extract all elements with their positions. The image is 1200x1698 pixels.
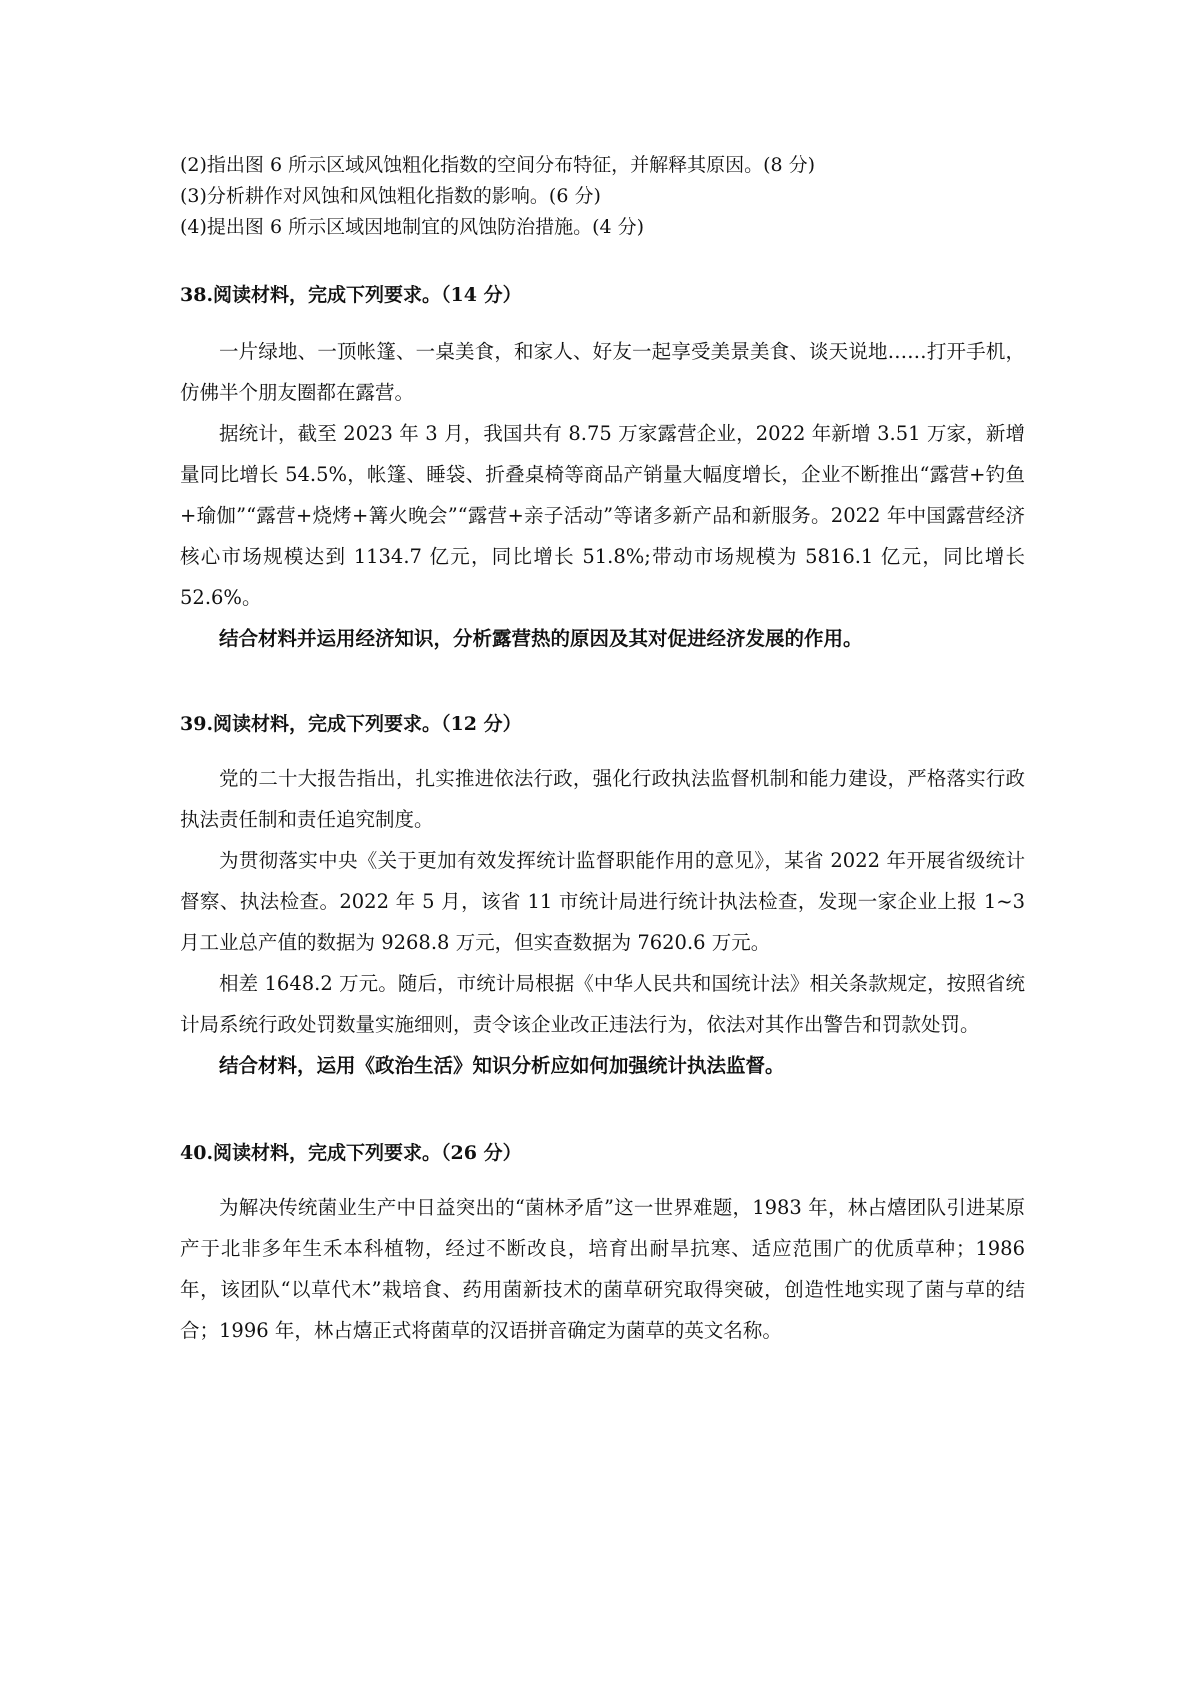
sub-question-2: (2)指出图 6 所示区域风蚀粗化指数的空间分布特征，并解释其原因。(8 分) [180,154,816,176]
q38-paragraph: 一片绿地、一顶帐篷、一桌美食，和家人、好友一起享受美景美食、谈天说地……打开手机，仿佛半个朋友圈都在露营。 [180,340,1025,404]
question-39-title: 39.阅读材料，完成下列要求。（12 分） [180,713,522,735]
q40-paragraph: 为解决传统菌业生产中日益突出的“菌林矛盾”这一世界难题，1983 年，林占熺团队引进某原产于北非多年生禾本科植物，经过不断改良，培育出耐旱抗寒、适应范围广的优质草种；1986 年，该团队“以草代木”栽培食、药用菌新技术的菌草研究取得突破，创造性地实现了菌与草的结合；1996 年，林占熺正式将菌草的汉语拼音确定为菌草的英文名称。 [180,1196,1025,1342]
sub-question-3: (3)分析耕作对风蚀和风蚀粗化指数的影响。(6 分) [180,185,601,207]
question-40-material [180,1187,1025,1351]
question-40-title: 40.阅读材料，完成下列要求。（26 分） [180,1142,522,1164]
q39-paragraph: 相差 1648.2 万元。随后，市统计局根据《中华人民共和国统计法》相关条款规定，按照省统计局系统行政处罚数量实施细则，责令该企业改正违法行为，依法对其作出警告和罚款处罚。 [180,972,1025,1036]
q39-paragraph: 党的二十大报告指出，扎实推进依法行政，强化行政执法监督机制和能力建设，严格落实行政执法责任制和责任追究制度。 [180,767,1025,831]
question-38-title: 38.阅读材料，完成下列要求。（14 分） [180,284,522,306]
sub-question-list [180,150,1025,243]
question-39-material [180,758,1025,1086]
question-38-material [180,331,1025,659]
exam-page [180,150,1025,1351]
q38-requirement: 结合材料并运用经济知识，分析露营热的原因及其对促进经济发展的作用。 [219,627,863,650]
q38-paragraph: 据统计，截至 2023 年 3 月，我国共有 8.75 万家露营企业，2022 年新增 3.51 万家，新增量同比增长 54.5%，帐篷、睡袋、折叠桌椅等商品产销量大幅度增长，企业不断推出“露营+钓鱼+瑜伽”“露营+烧烤+篝火晚会”“露营+亲子活动”等诸多新产品和新服务。2022 年中国露营经济核心市场规模达到 1134.7 亿元，同比增长 51.8%;带动市场规模为 5816.1 亿元，同比增长 52.6%。 [180,422,1025,609]
q39-paragraph: 为贯彻落实中央《关于更加有效发挥统计监督职能作用的意见》，某省 2022 年开展省级统计督察、执法检查。2022 年 5 月，该省 11 市统计局进行统计执法检查，发现一家企业上报 1~3 月工业总产值的数据为 9268.8 万元，但实查数据为 7620.6 万元。 [180,849,1025,954]
q39-requirement: 结合材料，运用《政治生活》知识分析应如何加强统计执法监督。 [219,1054,785,1077]
sub-question-4: (4)提出图 6 所示区域因地制宜的风蚀防治措施。(4 分) [180,216,645,238]
